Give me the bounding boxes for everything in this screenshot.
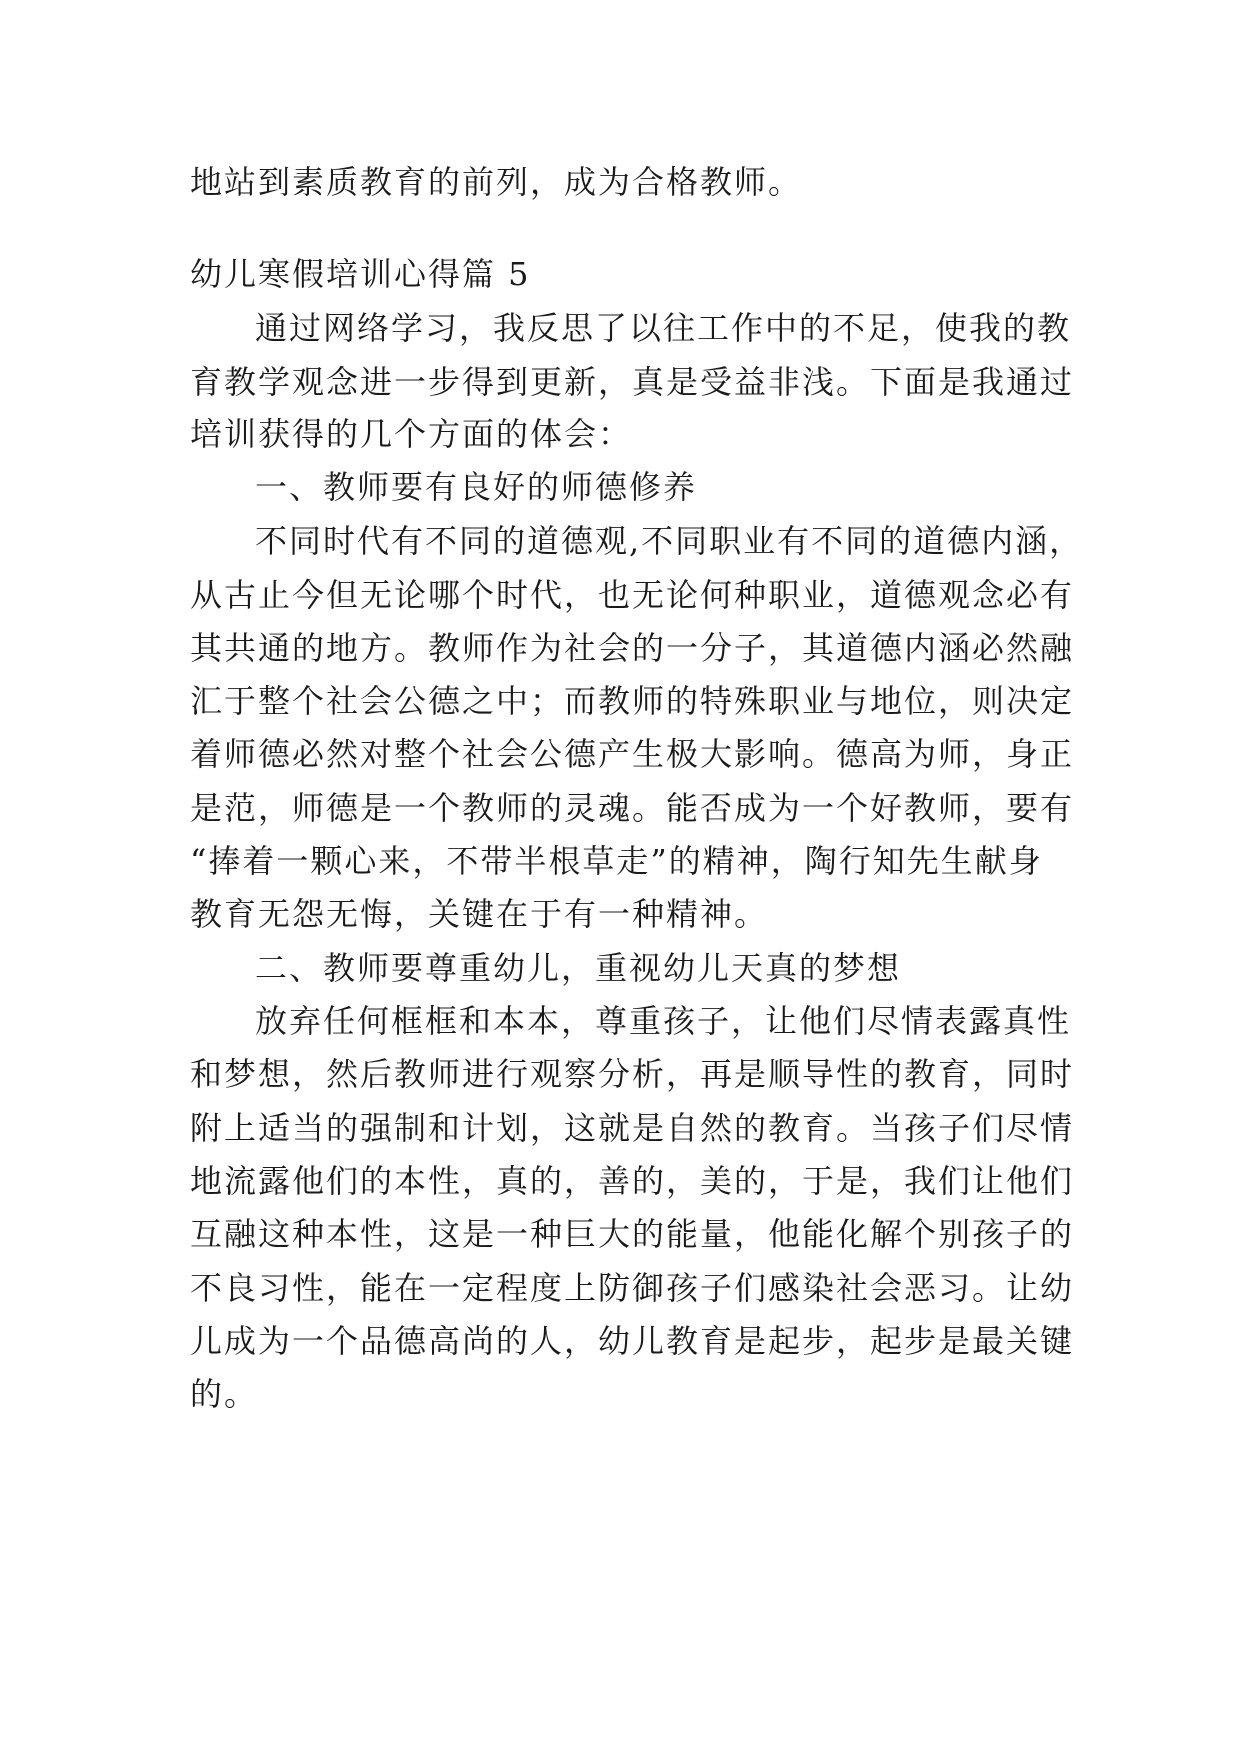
paragraph-line: 不良习性，能在一定程度上防御孩子们感染社会恶习。让幼 bbox=[190, 1269, 1075, 1307]
paragraph-line: 不同时代有不同的道德观,不同职业有不同的道德内涵， bbox=[255, 522, 1084, 560]
paragraph-line: 附上适当的强制和计划，这就是自然的教育。当孩子们尽情 bbox=[190, 1109, 1075, 1147]
paragraph-line: 从古止今但无论哪个时代，也无论何种职业，道德观念必有 bbox=[190, 576, 1075, 614]
paragraph-line: 和梦想，然后教师进行观察分析，再是顺导性的教育，同时 bbox=[190, 1055, 1075, 1093]
paragraph-line: 培训获得的几个方面的体会： bbox=[190, 415, 633, 453]
paragraph-line: 着师德必然对整个社会公德产生极大影响。德高为师，身正 bbox=[190, 735, 1075, 773]
paragraph-line: 互融这种本性，这是一种巨大的能量，他能化解个别孩子的 bbox=[190, 1215, 1075, 1253]
paragraph-line: 放弃任何框框和本本，尊重孩子，让他们尽情表露真性 bbox=[255, 1002, 1072, 1040]
paragraph-line: 儿成为一个品德高尚的人，幼儿教育是起步，起步是最关键 bbox=[190, 1322, 1075, 1360]
paragraph-line: 其共通的地方。教师作为社会的一分子，其道德内涵必然融 bbox=[190, 629, 1075, 667]
paragraph-line: 汇于整个社会公德之中；而教师的特殊职业与地位，则决定 bbox=[190, 682, 1075, 720]
paragraph-line: 的。 bbox=[190, 1375, 259, 1413]
paragraph-line: 地站到素质教育的前列，成为合格教师。 bbox=[190, 163, 803, 201]
paragraph-line: 地流露他们的本性，真的，善的，美的，于是，我们让他们 bbox=[190, 1162, 1075, 1200]
paragraph-line: 通过网络学习，我反思了以往工作中的不足，使我的教 bbox=[255, 309, 1072, 347]
paragraph-line: 是范，师德是一个教师的灵魂。能否成为一个好教师，要有 bbox=[190, 789, 1075, 827]
section-title: 幼儿寒假培训心得篇 5 bbox=[190, 255, 531, 293]
paragraph-line: 育教学观念进一步得到更新，真是受益非浅。下面是我通过 bbox=[190, 363, 1075, 401]
paragraph-line: “捧着一颗心来，不带半根草走”的精神，陶行知先生献身 bbox=[190, 842, 1043, 880]
subheading: 一、教师要有良好的师德修养 bbox=[255, 468, 698, 506]
paragraph-line: 教育无怨无悔，关键在于有一种精神。 bbox=[190, 895, 769, 933]
subheading: 二、教师要尊重幼儿，重视幼儿天真的梦想 bbox=[255, 949, 902, 987]
